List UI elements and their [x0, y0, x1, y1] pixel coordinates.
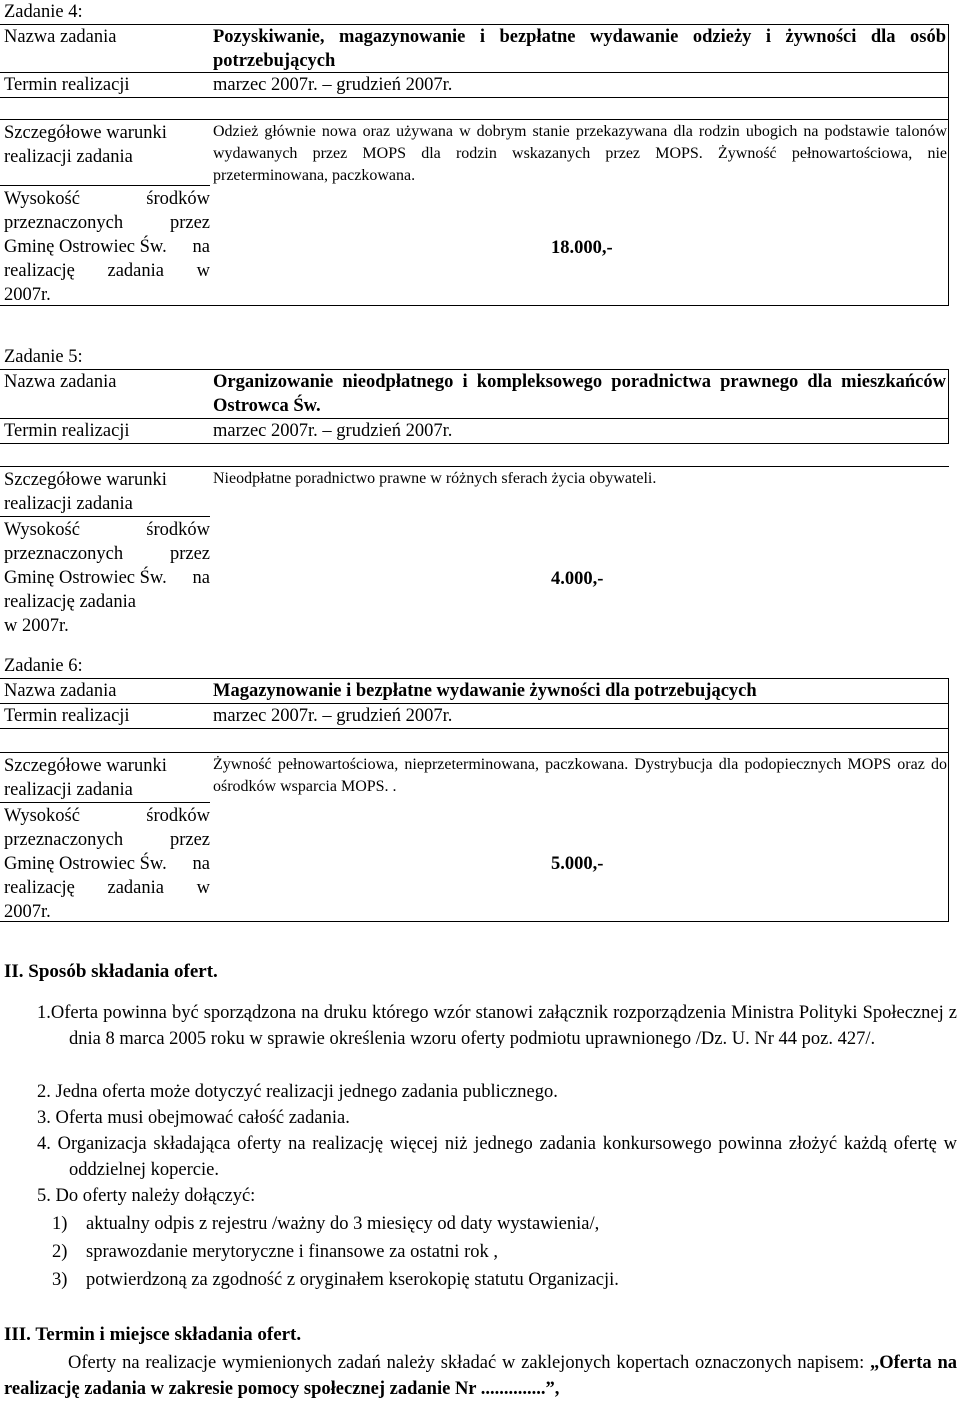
name-label: Nazwa zadania: [4, 372, 117, 392]
sub-list-item: 3) potwierdzoną za zgodność z oryginałem kserokopię statutu Organizacji.: [52, 1270, 619, 1290]
funding-label: Wysokość środków przeznaczonych przez Gminę Ostrowiec Św. na realizację zadania w 2007r.: [4, 806, 210, 922]
task-name: Organizowanie nieodpłatnego i kompleksowego poradnictwa prawnego dla mieszkańców Ostrowca Św.: [213, 372, 946, 416]
task-name: Magazynowanie i bezpłatne wydawanie żywności dla potrzebujących: [213, 681, 757, 701]
funding-label: Wysokość środków przeznaczonych przez Gminę Ostrowiec Św. na realizację zadania w 2007r.: [4, 189, 210, 305]
table-border: [0, 466, 949, 467]
task-conditions: Nieodpłatne poradnictwo prawne w różnych sferach życia obywateli.: [213, 470, 657, 487]
task-term: marzec 2007r. – grudzień 2007r.: [213, 75, 453, 95]
name-label: Nazwa zadania: [4, 681, 117, 701]
funding-label: Wysokość środków przeznaczonych przez Gminę Ostrowiec Św. na realizację zadania w 2007r.: [4, 520, 210, 636]
conditions-label: Szczegółowe warunki realizacji zadania: [4, 756, 167, 800]
section-title: II. Sposób składania ofert.: [4, 961, 218, 982]
section-paragraph: Oferty na realizacje wymienionych zadań należy składać w zaklejonych kopertach oznaczonych napisem: „Oferta na realizację zadania w zakresie pomocy społecznej zadanie Nr ..............”,: [4, 1353, 957, 1399]
task-term: marzec 2007r. – grudzień 2007r.: [213, 421, 453, 441]
table-border: [0, 185, 210, 186]
table-border: [948, 678, 949, 922]
list-item: 5. Do oferty należy dołączyć:: [37, 1186, 256, 1206]
task-amount: 4.000,-: [551, 569, 604, 589]
sub-list-item: 2) sprawozdanie merytoryczne i finansowe za ostatni rok ,: [52, 1242, 498, 1262]
term-label: Termin realizacji: [4, 421, 130, 441]
task-conditions: Żywność pełnowartościowa, nieprzeterminowana, paczkowana. Dystrybucja dla podopiecznych MOPS oraz do ośrodków wsparcia MOPS. .: [213, 756, 947, 795]
task-name: Pozyskiwanie, magazynowanie i bezpłatne wydawanie odzieży i żywności dla osób potrzebujących: [213, 27, 946, 71]
task-heading: Zadanie 4:: [4, 2, 83, 22]
conditions-label: Szczegółowe warunki realizacji zadania: [4, 470, 167, 514]
table-border: [948, 24, 949, 306]
task-term: marzec 2007r. – grudzień 2007r.: [213, 706, 453, 726]
list-item: 4. Organizacja składająca oferty na realizację więcej niż jednego zadania konkursowego powinna złożyć każdą ofertę w oddzielnej kopercie.: [37, 1134, 957, 1180]
task-heading: Zadanie 5:: [4, 347, 83, 367]
section-title: III. Termin i miejsce składania ofert.: [4, 1324, 302, 1345]
table-border: [0, 97, 949, 98]
list-item: 1.Oferta powinna być sporządzona na druku którego wzór stanowi załącznik rozporządzenia Ministra Polityki Społecznej z dnia 8 marca 2005 roku w sprawie określenia wzoru oferty podmiotu uprawnionego /Dz. U. Nr 44 poz. 427/.: [37, 1003, 957, 1049]
table-border: [0, 516, 210, 517]
sub-list-item: 1) aktualny odpis z rejestru /ważny do 3 miesięcy od daty wystawienia/,: [52, 1214, 600, 1234]
name-label: Nazwa zadania: [4, 27, 117, 47]
table-border: [0, 119, 949, 120]
task-amount: 18.000,-: [551, 238, 613, 258]
term-label: Termin realizacji: [4, 75, 130, 95]
term-label: Termin realizacji: [4, 706, 130, 726]
list-item: 3. Oferta musi obejmować całość zadania.: [37, 1108, 350, 1128]
conditions-label: Szczegółowe warunki realizacji zadania: [4, 123, 167, 167]
task-heading: Zadanie 6:: [4, 656, 83, 676]
list-item: 2. Jedna oferta może dotyczyć realizacji jednego zadania publicznego.: [37, 1082, 558, 1102]
task-amount: 5.000,-: [551, 854, 604, 874]
table-border: [0, 728, 949, 729]
sub-list: [52, 1210, 619, 1294]
table-border: [0, 752, 949, 753]
table-border: [948, 369, 949, 444]
table-border: [0, 802, 210, 803]
table-border: [0, 443, 949, 444]
task-conditions: Odzież głównie nowa oraz używana w dobrym stanie przekazywana dla rodzin ubogich na podstawie talonów wydawanych przez MOPS dla rodzin wskazanych przez MOPS. Żywność pełnowartościowa, nie przeterminowana, paczkowana.: [213, 123, 947, 184]
